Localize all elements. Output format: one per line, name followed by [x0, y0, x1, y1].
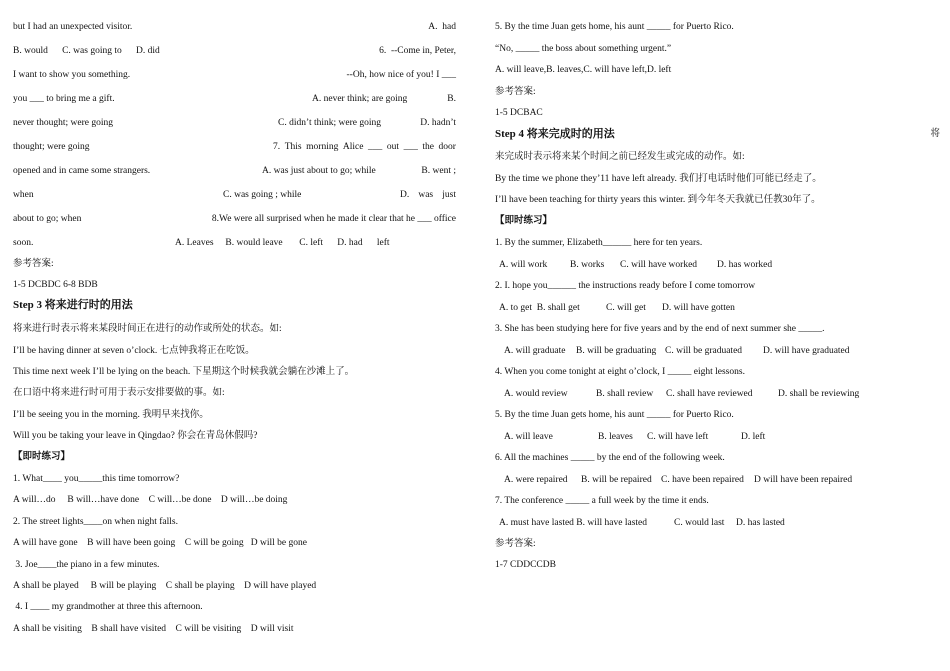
- text-segment: 8.We were all surprised when he made it clear that he ___ office: [211, 214, 456, 224]
- text-segment: but I had an unexpected visitor.: [13, 22, 133, 32]
- answer-options: [495, 516, 940, 530]
- text-line: [13, 116, 456, 130]
- example-sentence: By the time we phone they’11 have left already. 我们打电话时他们可能已经走了。: [495, 174, 822, 184]
- question: 1. By the summer, Elizabeth______ here for ten years.: [495, 238, 703, 248]
- question: 3. She has been studying here for five years and by the end of next summer she _____.: [495, 324, 825, 334]
- text-line: [13, 92, 456, 106]
- justified-group: [400, 188, 456, 202]
- option: B. will be graduating: [576, 346, 657, 356]
- option: C. would last: [674, 518, 725, 528]
- option: D. shall be reviewing: [778, 389, 860, 399]
- option: C. will be graduated: [665, 346, 743, 356]
- text-segment: I want to show you something.: [13, 70, 131, 80]
- section-heading-line: [495, 127, 940, 141]
- option: D. has worked: [717, 260, 773, 270]
- question: 2. I. hope you______ the instructions ready before I come tomorrow: [495, 281, 756, 291]
- question: 7. The conference _____ a full week by the time it ends.: [495, 496, 709, 506]
- section-heading: Step 3 将来进行时的用法: [13, 299, 133, 311]
- text-segment: opened and in came some strangers.: [13, 166, 151, 176]
- text-segment: when: [13, 190, 34, 200]
- text-line: [13, 212, 456, 226]
- text-segment: D. hadn’t: [420, 118, 456, 128]
- text-segment: about to go; when: [13, 214, 82, 224]
- text-segment: --Oh, how nice of you! I ___: [346, 70, 456, 80]
- question: 5. By the time Juan gets home, his aunt _____ for Puerto Rico.: [495, 22, 734, 32]
- question: 2. The street lights____on when night falls.: [13, 517, 178, 527]
- paragraph: 来完成时表示将来某个时间之前已经发生或完成的动作。如:: [495, 152, 745, 162]
- text-line: [13, 44, 456, 58]
- text-segment: C. didn’t think; were going: [278, 118, 381, 128]
- word: This: [284, 142, 302, 152]
- text-line: [13, 164, 456, 178]
- answer-key: 1-7 CDDCCDB: [495, 560, 556, 570]
- paragraph: 将来进行时表示将来某段时间正在进行的动作或所处的状态。如:: [13, 324, 282, 334]
- text-line: [13, 188, 456, 202]
- example-sentence: I’ll have been teaching for thirty years this winter. 到今年冬天我就已任教30年了。: [495, 195, 821, 205]
- option: B. shall review: [596, 389, 654, 399]
- answer-options: [495, 473, 940, 487]
- text-line: [13, 68, 456, 82]
- text-segment: never thought; were going: [13, 118, 113, 128]
- answer-options: A shall be played B will be playing C shall be playing D will have played: [13, 581, 317, 591]
- text-segment: A. had: [428, 22, 456, 32]
- practice-heading: 【即时练习】: [495, 216, 553, 226]
- text-line: [13, 20, 456, 34]
- answer-options: A will have gone B will have been going C will be going D will be gone: [13, 538, 307, 548]
- text-segment: 6. --Come in, Peter,: [379, 46, 456, 56]
- example-sentence: Will you be taking your leave in Qingdao? 你会在青岛休假吗?: [13, 431, 258, 441]
- question: 1. What____ you_____this time tomorrow?: [13, 474, 180, 484]
- answer-label: 参考答案:: [495, 539, 536, 549]
- answer-options: [495, 258, 940, 272]
- text-segment: A. never think; are going: [312, 94, 408, 104]
- question: “No, _____ the boss about something urgent.”: [495, 44, 672, 54]
- answer-options: [495, 344, 940, 358]
- answer-options: A shall be visiting B shall have visited C will be visiting D will visit: [13, 624, 294, 634]
- text-segment: B.: [447, 94, 456, 104]
- word: Alice: [342, 142, 364, 152]
- answer-key: 1-5 DCBAC: [495, 108, 543, 118]
- text-segment: B. would C. was going to D. did: [13, 46, 160, 56]
- answer-label: 参考答案:: [495, 87, 536, 97]
- practice-heading: 【即时练习】: [13, 452, 71, 462]
- option: D. will have gotten: [662, 303, 735, 313]
- text-segment: A. Leaves B. would leave C. left D. had left: [175, 238, 390, 248]
- answer-options: A. will leave,B. leaves,C. will have left,D. left: [495, 65, 672, 75]
- text-segment: B. went ;: [421, 166, 456, 176]
- option: C. have been repaired: [661, 475, 744, 485]
- word: was: [418, 190, 434, 200]
- example-sentence: I’ll be seeing you in the morning. 我明早来找你。: [13, 410, 209, 420]
- option: C. will have worked: [620, 260, 698, 270]
- option: A. will work: [499, 260, 548, 270]
- example-sentence: I’ll be having dinner at seven o’clock. 七点钟我将正在吃饭。: [13, 346, 255, 356]
- option: B. works: [570, 260, 605, 270]
- word: just: [442, 190, 456, 200]
- word: ___: [403, 142, 418, 152]
- question: 3. Joe____the piano in a few minutes.: [13, 560, 160, 570]
- option: B. leaves: [598, 432, 633, 442]
- option: A. to get B. shall get: [499, 303, 580, 313]
- text-line: [13, 140, 456, 154]
- option: B. will be repaired: [581, 475, 652, 485]
- option: A. will leave: [504, 432, 553, 442]
- option: D. has lasted: [736, 518, 785, 528]
- answer-key: 1-5 DCBDC 6-8 BDB: [13, 280, 98, 290]
- option: C. will get: [606, 303, 646, 313]
- word: the: [422, 142, 434, 152]
- text-segment: you ___ to bring me a gift.: [13, 94, 115, 104]
- example-sentence: This time next week I’ll be lying on the beach. 下星期这个时候我就会躺在沙滩上了。: [13, 367, 355, 377]
- question: 4. When you come tonight at eight o’clock, I _____ eight lessons.: [495, 367, 745, 377]
- option: D. will have graduated: [763, 346, 850, 356]
- paragraph: 在口语中将来进行时可用于表示安排要做的事。如:: [13, 388, 225, 398]
- option: A. will graduate: [504, 346, 566, 356]
- text-segment: A. was just about to go; while: [262, 166, 376, 176]
- word: D.: [400, 190, 410, 200]
- word: ___: [368, 142, 383, 152]
- word: door: [438, 142, 456, 152]
- option: A. were repaired: [504, 475, 568, 485]
- option: A. would review: [504, 389, 568, 399]
- section-heading: Step 4 将来完成时的用法: [495, 128, 615, 140]
- text-segment: C. was going ; while: [223, 190, 302, 200]
- text-segment: thought; were going: [13, 142, 90, 152]
- question: 6. All the machines _____ by the end of the following week.: [495, 453, 725, 463]
- option: C. shall have reviewed: [666, 389, 753, 399]
- text-segment: soon.: [13, 238, 34, 248]
- word: out: [386, 142, 399, 152]
- question: 4. I ____ my grandmother at three this afternoon.: [13, 602, 203, 612]
- question: 5. By the time Juan gets home, his aunt _____ for Puerto Rico.: [495, 410, 734, 420]
- word: morning: [306, 142, 339, 152]
- option: A. must have lasted B. will have lasted: [499, 518, 648, 528]
- answer-label: 参考答案:: [13, 259, 54, 269]
- answer-options: [495, 387, 940, 401]
- text-line: [13, 236, 456, 250]
- option: D. left: [741, 432, 766, 442]
- answer-options: [495, 301, 940, 315]
- word: 7.: [273, 142, 281, 152]
- justified-group: [273, 140, 456, 154]
- option: C. will have left: [647, 432, 709, 442]
- option: D will have been repaired: [754, 475, 853, 485]
- text-segment: 将: [930, 129, 940, 139]
- answer-options: A will…do B will…have done C will…be done D will…be doing: [13, 495, 288, 505]
- answer-options: [495, 430, 940, 444]
